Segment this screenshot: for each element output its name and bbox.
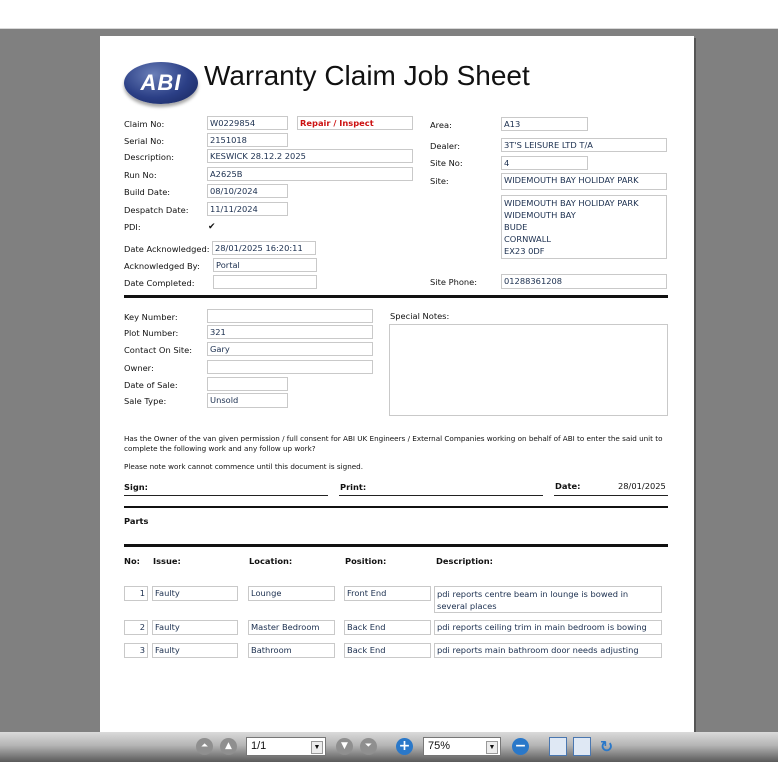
column-header-description: Description: xyxy=(436,556,493,566)
print-line xyxy=(339,495,543,496)
dealer-field: 3T'S LEISURE LTD T/A xyxy=(501,138,667,152)
pdf-viewer-toolbar xyxy=(0,732,778,762)
date-completed-field xyxy=(213,275,317,289)
section-divider xyxy=(124,544,668,547)
column-header-position: Position: xyxy=(345,556,387,566)
pdi-label: PDI: xyxy=(124,222,141,232)
next-page-icon[interactable]: ▼ xyxy=(336,738,353,755)
address-line: WIDEMOUTH BAY xyxy=(504,210,576,220)
description-label: Description: xyxy=(124,152,175,162)
sign-line xyxy=(124,495,328,496)
date-label: Date: xyxy=(555,481,581,491)
zoom-out-icon[interactable]: − xyxy=(512,738,529,755)
key-number-field xyxy=(207,309,373,323)
site-label: Site: xyxy=(430,176,449,186)
site-phone-field: 01288361208 xyxy=(501,274,667,289)
part-no-cell: 1 xyxy=(124,586,148,601)
print-label: Print: xyxy=(340,482,367,492)
section-divider xyxy=(124,295,668,298)
pdi-checkbox: ✔ xyxy=(208,222,216,232)
chevron-down-icon: ▼ xyxy=(486,741,498,754)
address-line: CORNWALL xyxy=(504,234,551,244)
signature-note: Please note work cannot commence until this document is signed. xyxy=(124,462,364,471)
abi-logo: ABI xyxy=(124,62,198,104)
part-description-cell: pdi reports main bathroom door needs adjusting xyxy=(434,643,662,658)
description-field: KESWICK 28.12.2 2025 xyxy=(207,149,413,163)
column-header-no: No: xyxy=(124,556,140,566)
special-notes-label: Special Notes: xyxy=(390,311,450,321)
claim-type-field: Repair / Inspect xyxy=(297,116,413,130)
sale-type-label: Sale Type: xyxy=(124,396,167,406)
part-location-cell: Lounge xyxy=(248,586,335,601)
zoom-in-icon[interactable]: + xyxy=(396,738,413,755)
part-description-cell: pdi reports centre beam in lounge is bowed in several places xyxy=(434,586,662,613)
address-line: BUDE xyxy=(504,222,528,232)
dealer-label: Dealer: xyxy=(430,141,461,151)
acknowledged-by-field: Portal xyxy=(213,258,317,272)
fit-page-icon[interactable] xyxy=(549,737,567,756)
date-line xyxy=(554,495,668,496)
section-divider xyxy=(124,506,668,508)
despatch-date-field: 11/11/2024 xyxy=(207,202,288,216)
page-indicator: 1/1 xyxy=(251,740,267,752)
chevron-down-icon: ▼ xyxy=(311,741,323,754)
claim-no-field: W0229854 xyxy=(207,116,288,130)
column-header-issue: Issue: xyxy=(153,556,181,566)
column-header-location: Location: xyxy=(249,556,293,566)
serial-no-field: 2151018 xyxy=(207,133,288,147)
area-field: A13 xyxy=(501,117,588,131)
date-acknowledged-label: Date Acknowledged: xyxy=(124,244,210,254)
plot-number-field: 321 xyxy=(207,325,373,339)
run-no-label: Run No: xyxy=(124,170,157,180)
part-issue-cell: Faulty xyxy=(152,620,238,635)
special-notes-box xyxy=(389,324,668,416)
run-no-field: A2625B xyxy=(207,167,413,181)
site-address-box xyxy=(501,195,667,259)
prev-page-icon[interactable]: ▲ xyxy=(220,738,237,755)
build-date-label: Build Date: xyxy=(124,187,171,197)
area-label: Area: xyxy=(430,120,452,130)
zoom-level: 75% xyxy=(428,740,451,752)
address-line: WIDEMOUTH BAY HOLIDAY PARK xyxy=(504,198,639,208)
part-position-cell: Front End xyxy=(344,586,431,601)
page-selector[interactable] xyxy=(246,737,326,756)
last-page-icon[interactable]: ⏷ xyxy=(360,738,377,755)
despatch-date-label: Despatch Date: xyxy=(124,205,189,215)
owner-label: Owner: xyxy=(124,363,154,373)
contact-on-site-label: Contact On Site: xyxy=(124,345,193,355)
serial-no-label: Serial No: xyxy=(124,136,165,146)
date-of-sale-field xyxy=(207,377,288,391)
date-completed-label: Date Completed: xyxy=(124,278,195,288)
part-position-cell: Back End xyxy=(344,643,431,658)
consent-date: 28/01/2025 xyxy=(618,481,666,491)
site-phone-label: Site Phone: xyxy=(430,277,478,287)
acknowledged-by-label: Acknowledged By: xyxy=(124,261,200,271)
build-date-field: 08/10/2024 xyxy=(207,184,288,198)
parts-heading: Parts xyxy=(124,516,149,526)
page-title: Warranty Claim Job Sheet xyxy=(204,60,530,91)
site-no-field: 4 xyxy=(501,156,588,170)
sale-type-field: Unsold xyxy=(207,393,288,408)
part-position-cell: Back End xyxy=(344,620,431,635)
contact-on-site-field: Gary xyxy=(207,342,373,356)
zoom-selector[interactable] xyxy=(423,737,501,756)
site-no-label: Site No: xyxy=(430,158,463,168)
rotate-icon[interactable]: ↻ xyxy=(599,737,614,756)
plot-number-label: Plot Number: xyxy=(124,328,179,338)
part-description-cell: pdi reports ceiling trim in main bedroom is bowing xyxy=(434,620,662,635)
sign-label: Sign: xyxy=(124,482,148,492)
consent-text: Has the Owner of the van given permission / full consent for ABI UK Engineers / External Companies working on behalf of ABI to enter the said unit to complete the following work and any follow up work? xyxy=(124,434,663,453)
owner-field xyxy=(207,360,373,374)
fit-width-icon[interactable] xyxy=(573,737,591,756)
browser-top-bar xyxy=(0,0,778,29)
address-line: EX23 0DF xyxy=(504,246,545,256)
document-page xyxy=(100,36,694,736)
part-location-cell: Master Bedroom xyxy=(248,620,335,635)
part-issue-cell: Faulty xyxy=(152,586,238,601)
site-field: WIDEMOUTH BAY HOLIDAY PARK xyxy=(501,173,667,190)
claim-no-label: Claim No: xyxy=(124,119,165,129)
first-page-icon[interactable]: ⏶ xyxy=(196,738,213,755)
part-no-cell: 3 xyxy=(124,643,148,658)
part-no-cell: 2 xyxy=(124,620,148,635)
date-of-sale-label: Date of Sale: xyxy=(124,380,178,390)
part-location-cell: Bathroom xyxy=(248,643,335,658)
date-acknowledged-field: 28/01/2025 16:20:11 xyxy=(212,241,316,255)
part-issue-cell: Faulty xyxy=(152,643,238,658)
key-number-label: Key Number: xyxy=(124,312,178,322)
